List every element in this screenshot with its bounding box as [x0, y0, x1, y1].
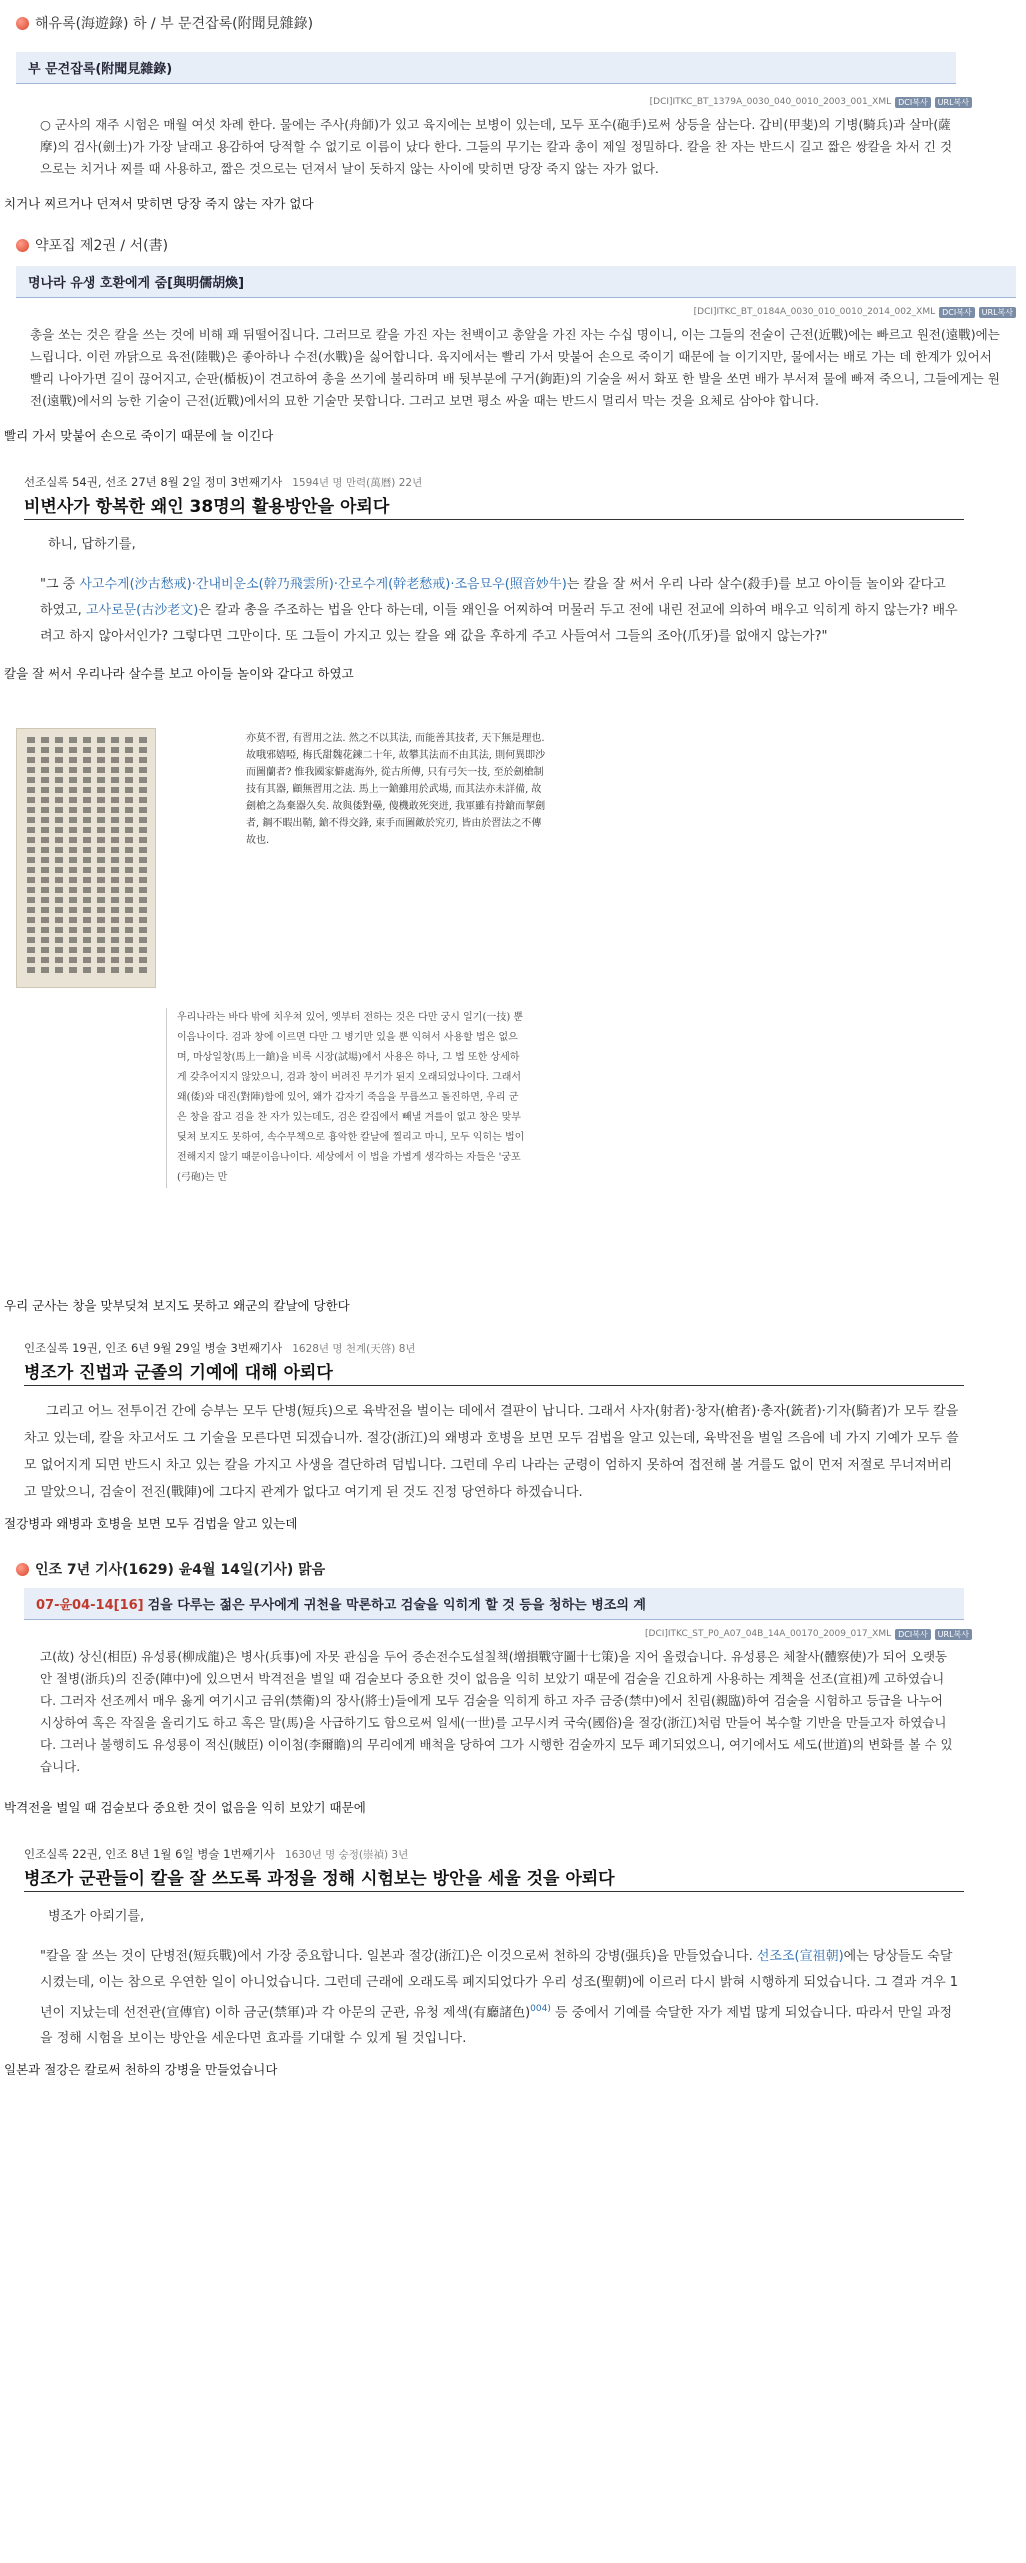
entry-number: 07-윤04-14[16]	[36, 1598, 144, 1613]
person-link[interactable]: 사고수게(沙古愁戒)·간내비운소(幹乃飛雲所)·간로수게(幹老愁戒)·조음묘우(照音妙牛)	[79, 577, 567, 592]
highlight-quote: 절강병과 왜병과 호병을 보면 모두 검법을 알고 있는데	[4, 1516, 298, 1531]
highlight-quote: 일본과 절강은 칼로써 천하의 강병을 만들었습니다	[4, 2062, 278, 2078]
highlight-quote: 빨리 가서 맞붙어 손으로 죽이기 때문에 늘 이긴다	[4, 428, 274, 443]
sillok-source: 인조실록 22권, 인조 8년 1월 6일 병술 1번째기사	[24, 1847, 275, 1861]
bullet-icon	[16, 239, 29, 252]
sillok-source: 선조실록 54권, 선조 27년 8월 2일 정미 3번째기사	[24, 475, 283, 489]
sillok-meta	[0, 468, 1026, 490]
person-link[interactable]: 고사로문(古沙老文)	[85, 603, 199, 618]
quote-part: 에는 당상들도 숙달시켰는데, 이는 참으로 우연한 일이 아니었습니다. 그런데 근래에 오래도록 폐지되었다가 우리 성조(聖朝)에 이르러 다시 밝혀 시행하게 되었습니다. 그 결과 겨우 1년이 지났는데 선전관(宣傳官) 이하 금군(禁軍)과 각 아문의 군관, 유청 제색(有廳諸色)	[40, 1949, 959, 2021]
sillok-year: 1628년 명 천계(天啓) 8년	[292, 1343, 416, 1355]
sub-title-bar	[16, 266, 1016, 298]
quote-part: 는 칼을 잘 써서 우리 나라 살수(殺手)를 보고 아이들 놀이와 같다고 하였고,	[40, 577, 946, 618]
bullet-icon	[16, 17, 29, 30]
quote-part: 등 중에서 기예를 숙달한 자가 제법 많게 되었습니다. 따라서 만일 과정을 정해 시험을 보이는 방안을 세운다면 효과를 기대할 수 있게 될 것입니다.	[40, 2005, 953, 2047]
meta-line	[16, 94, 972, 110]
url-copy-button[interactable]: URL복사	[935, 97, 972, 108]
body-text: 고(故) 상신(相臣) 유성룡(柳成龍)은 병사(兵事)에 자못 관심을 두어 증손전수도설칠책(增損戰守圖十七策)을 지어 올렸습니다. 유성룡은 체찰사(體察使)가 되어 오랫동안 절병(浙兵)의 진중(陣中)에 있으면서 박격전을 벌일 때 검술보다 중요한 것이 없음을 익히 보았기 때문에 검술을 긴요하게 사용하는 계책을 선조(宣祖)께 고하였습니다. 그러자 선조께서 매우 옳게 여기시고 금위(禁衛)의 장사(將士)들에게 모두 검술을 익히게 하고 자주 금중(禁中)에서 친림(親臨)하여 검술을 시험하고 등급을 나누어 시상하여 혹은 작질을 올리기도 하고 혹은 말(馬)을 사급하기도 함으로써 일세(一世)를 고무시켜 국숙(國俗)을 절강(浙江)처럼 만들어 복수할 기반을 만들고자 하였습니다. 그러나 불행히도 유성룡이 적신(賊臣) 이이첨(李爾瞻)의 무리에게 배척을 당하여 그가 시행한 검술까지 모두 폐기되었으니, 여기에서도 세도(世道)의 변화를 볼 수 있습니다.	[40, 1649, 953, 1774]
sillok-meta	[0, 1840, 1026, 1862]
record-header-1[interactable]	[0, 10, 1026, 36]
highlight-quote: 치거나 찌르거나 던져서 맞히면 당장 죽지 않는 자가 없다	[4, 196, 314, 211]
sub-title-bar	[16, 52, 956, 84]
bullet-icon	[16, 1563, 29, 1576]
sillok-year: 1594년 명 만력(萬曆) 22년	[292, 477, 423, 489]
sillok-title[interactable]: 비변사가 항복한 왜인 38명의 활용방안을 아뢰다	[24, 490, 964, 520]
quote-part: 은 칼과 총을 주조하는 법을 안다 하는데, 이들 왜인을 어찌하여 머물러 두고 전에 내린 전교에 의하여 배우고 익히게 하지 않는가? 배우려고 하지 않아서인가? 그렇다면 그만이다. 또 그들이 가지고 있는 칼을 왜 값을 후하게 주고 사들여서 그들의 조아(爪牙)를 없애지 않는가?"	[40, 603, 958, 644]
body-text: ○ 군사의 재주 시험은 매월 여섯 차례 한다. 물에는 주사(舟師)가 있고 육지에는 보병이 있는데, 모두 포수(砲手)로써 상등을 삼는다. 갑비(甲斐)의 기병(騎兵)과 살마(薩摩)의 검사(劍士)가 가장 날래고 용감하여 당적할 수 없기로 이름이 났다 한다. 그들의 무기는 칼과 총이 제일 정밀하다. 칼을 찬 자는 반드시 길고 짧은 쌍칼을 차서 긴 것으로는 치거나 찌를 때 사용하고, 짧은 것으로는 던져서 날이 돗하지 않는 사이에 맞히면 당장 죽지 않는 자가 없다.	[40, 117, 953, 176]
highlight-quote: 박격전을 벌일 때 검술보다 중요한 것이 없음을 익히 보았기 때문에	[4, 1800, 366, 1815]
dci-copy-button[interactable]: DCI복사	[895, 97, 931, 108]
sub-title-bar	[24, 1588, 964, 1620]
record-header-2[interactable]	[0, 232, 1026, 258]
meta-id: [DCI]ITKC_ST_P0_A07_04B_14A_00170_2009_017_XML	[645, 1629, 892, 1639]
sub-title: 검을 다루는 젊은 무사에게 귀천을 막론하고 검술을 익히게 할 것 등을 청하는 병조의 계	[147, 1598, 646, 1613]
person-link[interactable]: 선조조(宣祖朝)	[756, 1949, 844, 1964]
intro-text: 하니, 답하기를,	[48, 537, 136, 552]
meta-id: [DCI]ITKC_BT_0184A_0030_010_0010_2014_002_XML	[693, 307, 936, 317]
dci-copy-button[interactable]: DCI복사	[939, 307, 975, 318]
sillok-title[interactable]: 병조가 진법과 군졸의 기예에 대해 아뢰다	[24, 1356, 964, 1386]
record-title[interactable]: 인조 7년 기사(1629) 윤4월 14일(기사) 맑음	[35, 1562, 326, 1578]
meta-line	[16, 304, 1016, 320]
sub-title: 명나라 유생 호환에게 줌[與明儒胡煥]	[28, 276, 245, 291]
translation-text: 우리나라는 바다 밖에 치우쳐 있어, 옛부터 전하는 것은 다만 궁시 일기(一技) 뿐이음나이다. 검과 창에 이르면 다만 그 병기만 있을 뿐 익혀서 사용할 법은 없으며, 마상일창(馬上一鎗)을 비록 시장(試場)에서 사용은 하나, 그 법 또한 상세하게 갖추어지지 않았으니, 검과 창이 버려진 무기가 된지 오래되었나이다. 그래서 왜(倭)와 대진(對陣)함에 있어, 왜가 갑자기 죽음을 무릅쓰고 돌진하면, 우리 군은 창을 잡고 검을 찬 자가 있는데도, 검은 칼집에서 빼낼 겨를이 없고 창은 맞부딪쳐 보지도 못하여, 속수무책으로 흉악한 칼날에 찔리고 마니, 모두 익히는 법이 전해지지 않기 때문이음나이다. 세상에서 이 법을 가볍게 생각하는 자들은 '궁포(弓砲)는 만	[166, 1008, 526, 1188]
quote-part: "그 중	[40, 577, 80, 592]
highlight-quote: 칼을 잘 써서 우리나라 살수를 보고 아이들 놀이와 같다고 하였고	[4, 666, 354, 681]
url-copy-button[interactable]: URL복사	[979, 307, 1016, 318]
quote-text	[40, 1944, 960, 2052]
sillok-title[interactable]: 병조가 군관들이 칼을 잘 쓰도록 과정을 정해 시험보는 방안을 세울 것을 아뢰다	[24, 1862, 964, 1892]
url-copy-button[interactable]: URL복사	[935, 1629, 972, 1640]
book-page-scan	[16, 728, 156, 988]
classical-chinese-text: 亦莫不習, 有習用之法. 然之不以其法, 而能善其技者, 天下無是理也. 故哦邪嬉啞, 梅氏甜魏花鍊二十年, 故攀其法而不由其法, 則何異即沙而圖蘭者? 惟我國家僻處海外, 從古所傳, 只有弓矢一技, 至於劍槍制技有其器, 顧無習用之法. 馬上一鎗雖用於武場, 而其法亦未詳備, 故劍槍之為棄器久矣. 故與倭對壘, 傻機敢死突迸, 我軍雖有持鎗而挈劍者, 鋼不暇出鞘, 鎗不得交鋒, 束手而圖敵於究刃, 皆由於習法之不傳故也.	[246, 733, 546, 846]
meta-id: [DCI]ITKC_BT_1379A_0030_040_0010_2003_001_XML	[649, 97, 892, 107]
dci-copy-button[interactable]: DCI복사	[895, 1629, 931, 1640]
intro-text: 병조가 아뢰기를,	[48, 1909, 145, 1924]
record-title[interactable]: 약포집 제2권 / 서(書)	[35, 238, 169, 254]
body-text: 총을 쏘는 것은 칼을 쓰는 것에 비해 꽤 뒤떨어집니다. 그러므로 칼을 가진 자는 천백이고 총알을 가진 자는 수십 명이니, 이는 그들의 전술이 근전(近戰)에는 빠르고 원전(遠戰)에는 느립니다. 이런 까닭으로 육전(陸戰)은 좋아하나 수전(水戰)을 싫어합니다. 육지에서는 빨리 가서 맞붙어 손으로 죽이기 때문에 늘 이기지만, 물에서는 배로 가는 데 한계가 있어서 빨리 나아가면 길이 끊어지고, 순판(楯板)이 견고하여 총을 쓰기에 불리하며 배 뒷부분에 구거(鉤距)의 기술을 써서 화포 한 발을 쏘면 배가 부서져 물에 빠져 죽으니, 그들에게는 원전(遠戰)에서의 능한 기술이 근전(近戰)에서의 묘한 기술만 못합니다. 그러고 보면 평소 싸울 때는 반드시 멀리서 막는 것을 요체로 삼아야 합니다.	[30, 327, 1000, 408]
record-title[interactable]: 해유록(海遊錄) 하 / 부 문견잡록(附聞見雜錄)	[35, 16, 314, 32]
quote-part: "칼을 잘 쓰는 것이 단병전(短兵戰)에서 가장 중요합니다. 일본과 절강(浙江)은 이것으로써 천하의 강병(强兵)을 만들었습니다.	[40, 1949, 757, 1964]
sillok-source: 인조실록 19권, 인조 6년 9월 29일 병술 3번째기사	[24, 1341, 283, 1355]
body-text: 그리고 어느 전투이건 간에 승부는 모두 단병(短兵)으로 육박전을 벌이는 데에서 결판이 납니다. 그래서 사자(射者)·창자(槍者)·총자(銃者)·기자(騎者)가 모두 칼을 차고 있는데, 칼을 차고서도 그 기술을 모른다면 되겠습니까. 절강(浙江)의 왜병과 호병을 보면 모두 검법을 알고 있는데, 육박전을 벌일 즈음에 네 가지 기예가 모두 쓸모 없어지게 되면 반드시 차고 있는 칼을 가지고 사생을 결단하려 덤빕니다. 그런데 우리 나라는 군령이 엄하지 못하여 접전해 볼 겨를도 없이 먼저 저절로 무너져버리고 말았으니, 검술이 전진(戰陣)에 그다지 관계가 없다고 여기게 된 것도 진정 당연하다 하겠습니다.	[24, 1404, 959, 1500]
sillok-year: 1630년 명 숭정(崇禎) 3년	[284, 1849, 409, 1861]
sub-title: 부 문견잡록(附聞見雜錄)	[28, 62, 173, 77]
meta-line	[16, 1626, 972, 1642]
footnote-link[interactable]: 004)	[530, 2004, 551, 2014]
record-header-5[interactable]	[0, 1556, 1026, 1582]
book-scan-image	[16, 718, 556, 1288]
sillok-meta	[0, 1334, 1026, 1356]
quote-text	[40, 572, 960, 650]
highlight-quote: 우리 군사는 창을 맞부딪쳐 보지도 못하고 왜군의 칼날에 당한다	[4, 1298, 350, 1313]
